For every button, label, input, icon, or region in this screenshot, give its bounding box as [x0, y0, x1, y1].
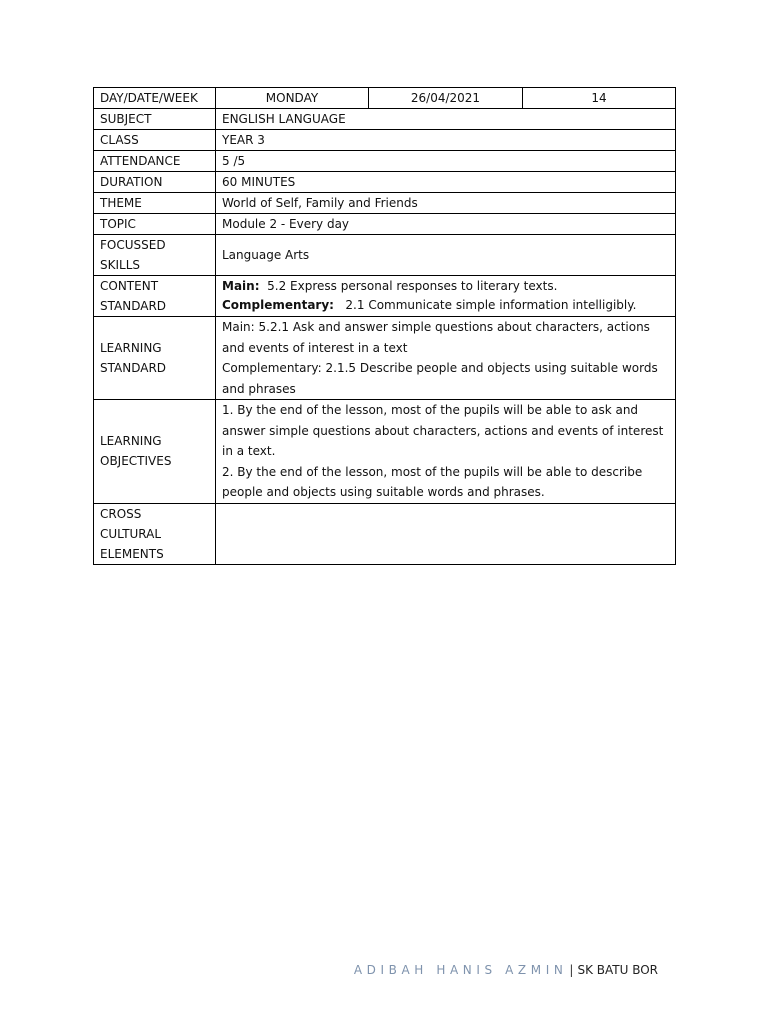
duration-row: [94, 172, 676, 193]
attendance-row: [94, 151, 676, 172]
focussed-skills-label: [94, 235, 216, 276]
day-cell: MONDAY: [216, 88, 369, 109]
content-standard-complementary: [222, 296, 669, 315]
learning-objectives-label-line2: OBJECTIVES: [100, 454, 172, 469]
page-footer: [354, 963, 658, 977]
cross-cultural-label: [94, 503, 216, 564]
cross-cultural-label-line2: CULTURAL: [100, 526, 162, 541]
topic-label: TOPIC: [94, 214, 216, 235]
lesson-plan-table: [93, 87, 676, 565]
focussed-skills-value: Language Arts: [216, 235, 676, 276]
content-standard-main-text: 5.2 Express personal responses to literary texts.: [267, 279, 558, 293]
learning-objectives-row: [94, 400, 676, 504]
learning-standard-main: Main: 5.2.1 Ask and answer simple questions about characters, actions and events of interest in a text: [222, 320, 650, 355]
day-date-week-label: DAY/DATE/WEEK: [94, 88, 216, 109]
learning-objective-2: 2. By the end of the lesson, most of the pupils will be able to describe people and objects using suitable words and phrases.: [222, 464, 643, 499]
date-cell: 26/04/2021: [369, 88, 523, 109]
subject-label: SUBJECT: [94, 109, 216, 130]
content-standard-main: [222, 277, 669, 296]
attendance-value: 5 /5: [216, 151, 676, 172]
class-value: YEAR 3: [216, 130, 676, 151]
learning-objectives-label-line1: LEARNING: [100, 434, 162, 449]
learning-objectives-value: [216, 400, 676, 504]
focussed-skills-label-line1: FOCUSSED: [100, 238, 166, 252]
learning-objective-1: 1. By the end of the lesson, most of the pupils will be able to ask and answer simple questions about characters, actions and events of interest in a text.: [222, 403, 664, 458]
content-standard-main-prefix: Main:: [222, 279, 260, 293]
theme-row: [94, 193, 676, 214]
topic-value: Module 2 - Every day: [216, 214, 676, 235]
learning-standard-label-line1: LEARNING: [100, 341, 162, 355]
cross-cultural-row: [94, 503, 676, 564]
content-standard-label: [94, 276, 216, 317]
learning-standard-value: [216, 317, 676, 400]
duration-value: 60 MINUTES: [216, 172, 676, 193]
subject-value: ENGLISH LANGUAGE: [216, 109, 676, 130]
content-standard-row: [94, 276, 676, 317]
subject-row: [94, 109, 676, 130]
content-standard-label-line2: STANDARD: [100, 299, 167, 313]
cross-cultural-value: [216, 503, 676, 564]
focussed-skills-row: [94, 235, 676, 276]
theme-label: THEME: [94, 193, 216, 214]
week-cell: 14: [523, 88, 676, 109]
cross-cultural-label-line3: ELEMENTS: [100, 546, 164, 561]
class-label: CLASS: [94, 130, 216, 151]
learning-objectives-label: [94, 400, 216, 504]
attendance-label: ATTENDANCE: [94, 151, 216, 172]
duration-label: DURATION: [94, 172, 216, 193]
class-row: [94, 130, 676, 151]
learning-standard-label: [94, 317, 216, 400]
content-standard-comp-text: 2.1 Communicate simple information intelligibly.: [345, 298, 637, 312]
footer-separator: |: [569, 963, 574, 977]
content-standard-comp-prefix: Complementary:: [222, 298, 334, 312]
content-standard-value: [216, 276, 676, 317]
footer-school: SK BATU BOR: [577, 963, 658, 977]
footer-author: ADIBAH HANIS AZMIN: [353, 963, 568, 977]
learning-standard-row: [94, 317, 676, 400]
topic-row: [94, 214, 676, 235]
learning-standard-complementary: Complementary: 2.1.5 Describe people and objects using suitable words and phrases: [222, 361, 658, 396]
learning-standard-label-line2: STANDARD: [100, 361, 167, 375]
focussed-skills-label-line2: SKILLS: [100, 258, 141, 272]
content-standard-label-line1: CONTENT: [100, 279, 159, 293]
cross-cultural-label-line1: CROSS: [100, 506, 142, 521]
theme-value: World of Self, Family and Friends: [216, 193, 676, 214]
day-date-week-row: [94, 88, 676, 109]
